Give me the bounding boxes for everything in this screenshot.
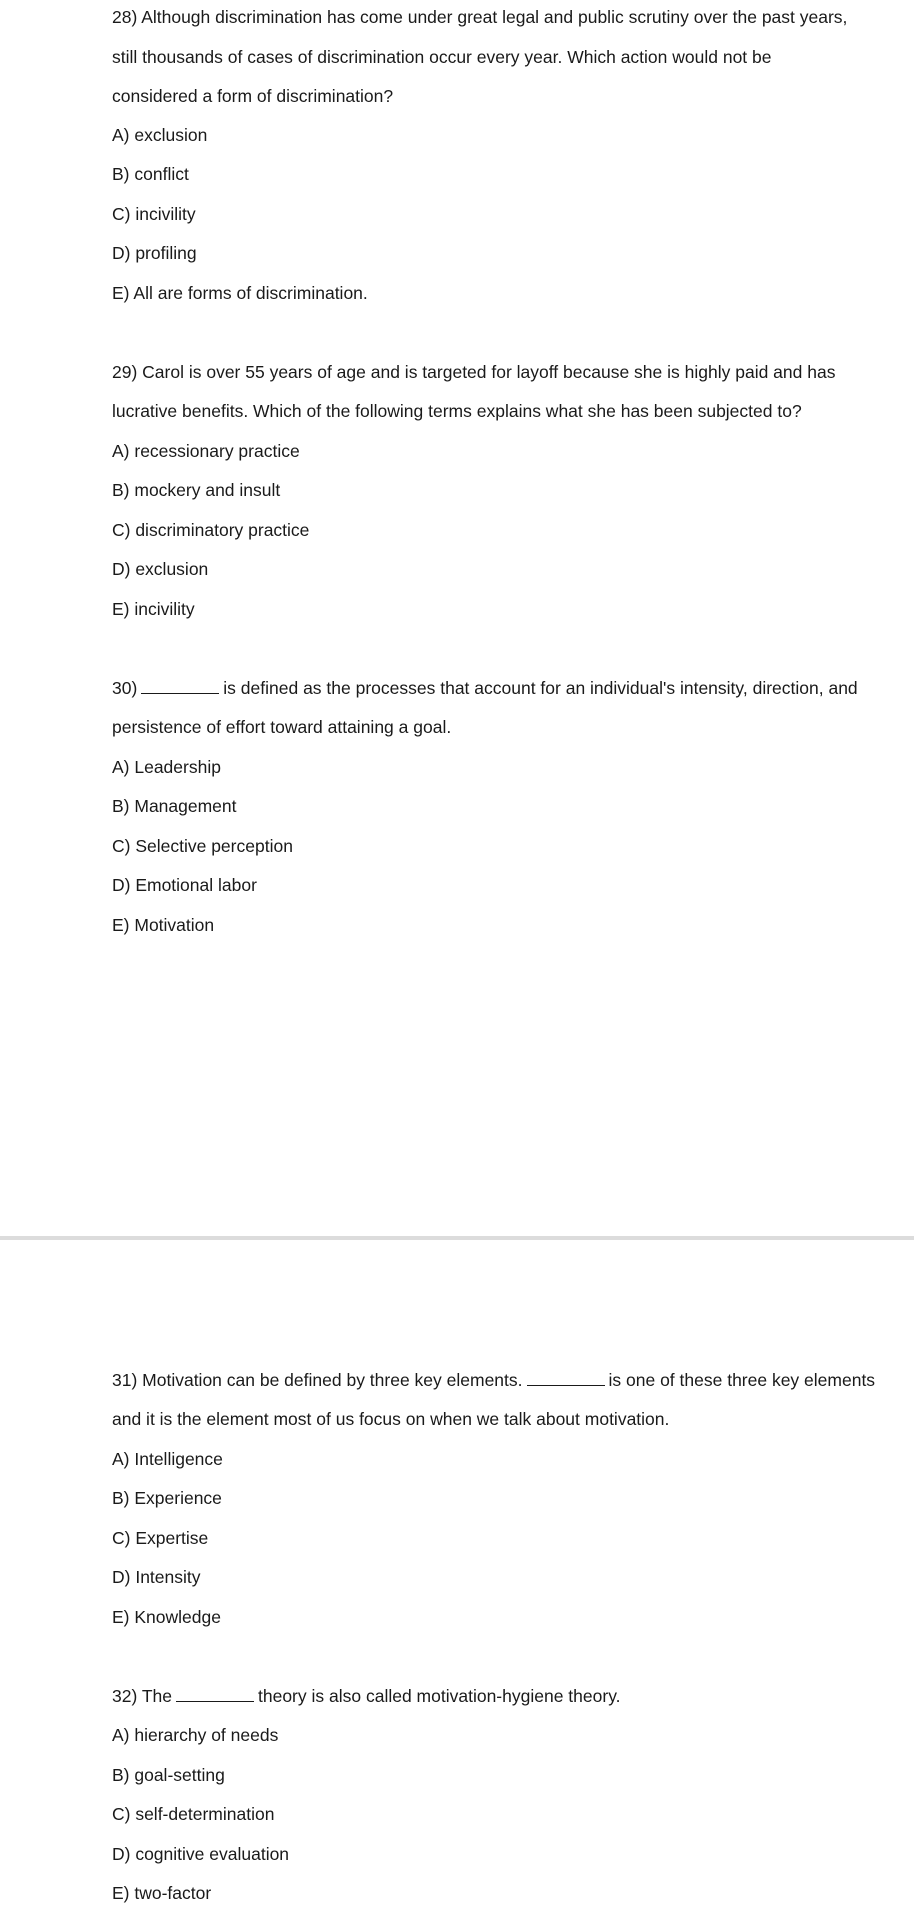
answer-option-d: D) exclusion xyxy=(112,559,209,579)
answer-option-d: D) Intensity xyxy=(112,1567,201,1587)
question-number: 30) xyxy=(112,678,138,698)
answer-option-b: B) conflict xyxy=(112,164,189,184)
question-stem-line: considered a form of discrimination? xyxy=(112,86,394,106)
question-stem-line xyxy=(112,1685,621,1707)
answer-option-e: E) Motivation xyxy=(112,915,215,935)
fill-in-blank xyxy=(176,1687,254,1702)
answer-option-a: A) Leadership xyxy=(112,757,221,777)
question-stem-line xyxy=(112,677,858,699)
answer-option-b: B) Management xyxy=(112,796,237,816)
question-stem-line: 29) Carol is over 55 years of age and is targeted for layoff because she is highly paid and has xyxy=(112,362,836,382)
answer-option-e: E) All are forms of discrimination. xyxy=(112,283,368,303)
answer-option-a: A) hierarchy of needs xyxy=(112,1725,279,1745)
question-stem-line: still thousands of cases of discrimination occur every year. Which action would not be xyxy=(112,47,772,67)
question-stem-line: and it is the element most of us focus on when we talk about motivation. xyxy=(112,1409,670,1429)
answer-option-a: A) Intelligence xyxy=(112,1449,223,1469)
answer-option-d: D) Emotional labor xyxy=(112,875,257,895)
question-stem-line xyxy=(112,1369,875,1391)
fill-in-blank xyxy=(527,1371,605,1386)
answer-option-c: C) self-determination xyxy=(112,1804,275,1824)
answer-option-c: C) Expertise xyxy=(112,1528,209,1548)
answer-option-c: C) discriminatory practice xyxy=(112,520,310,540)
question-stem-text: 32) The xyxy=(112,1686,172,1706)
fill-in-blank xyxy=(141,679,219,694)
question-stem-text: is one of these three key elements xyxy=(608,1370,876,1390)
question-stem-line: persistence of effort toward attaining a goal. xyxy=(112,717,452,737)
question-stem-line: lucrative benefits. Which of the following terms explains what she has been subjected to? xyxy=(112,401,802,421)
page-break-divider xyxy=(0,1236,914,1240)
question-stem-text: theory is also called motivation-hygiene theory. xyxy=(258,1686,621,1706)
answer-option-b: B) goal-setting xyxy=(112,1765,225,1785)
question-stem-line: 28) Although discrimination has come under great legal and public scrutiny over the past years, xyxy=(112,7,848,27)
answer-option-e: E) Knowledge xyxy=(112,1607,221,1627)
answer-option-b: B) mockery and insult xyxy=(112,480,281,500)
answer-option-d: D) cognitive evaluation xyxy=(112,1844,290,1864)
answer-option-b: B) Experience xyxy=(112,1488,222,1508)
answer-option-d: D) profiling xyxy=(112,243,197,263)
answer-option-e: E) incivility xyxy=(112,599,195,619)
document-page-2 xyxy=(0,1242,914,1920)
question-stem-text: 31) Motivation can be defined by three key elements. xyxy=(112,1370,523,1390)
answer-option-a: A) recessionary practice xyxy=(112,441,300,461)
answer-option-a: A) exclusion xyxy=(112,125,208,145)
answer-option-c: C) Selective perception xyxy=(112,836,293,856)
answer-option-e: E) two-factor xyxy=(112,1883,212,1903)
answer-option-c: C) incivility xyxy=(112,204,196,224)
question-stem-text: is defined as the processes that account for an individual's intensity, direction, and xyxy=(223,678,858,698)
